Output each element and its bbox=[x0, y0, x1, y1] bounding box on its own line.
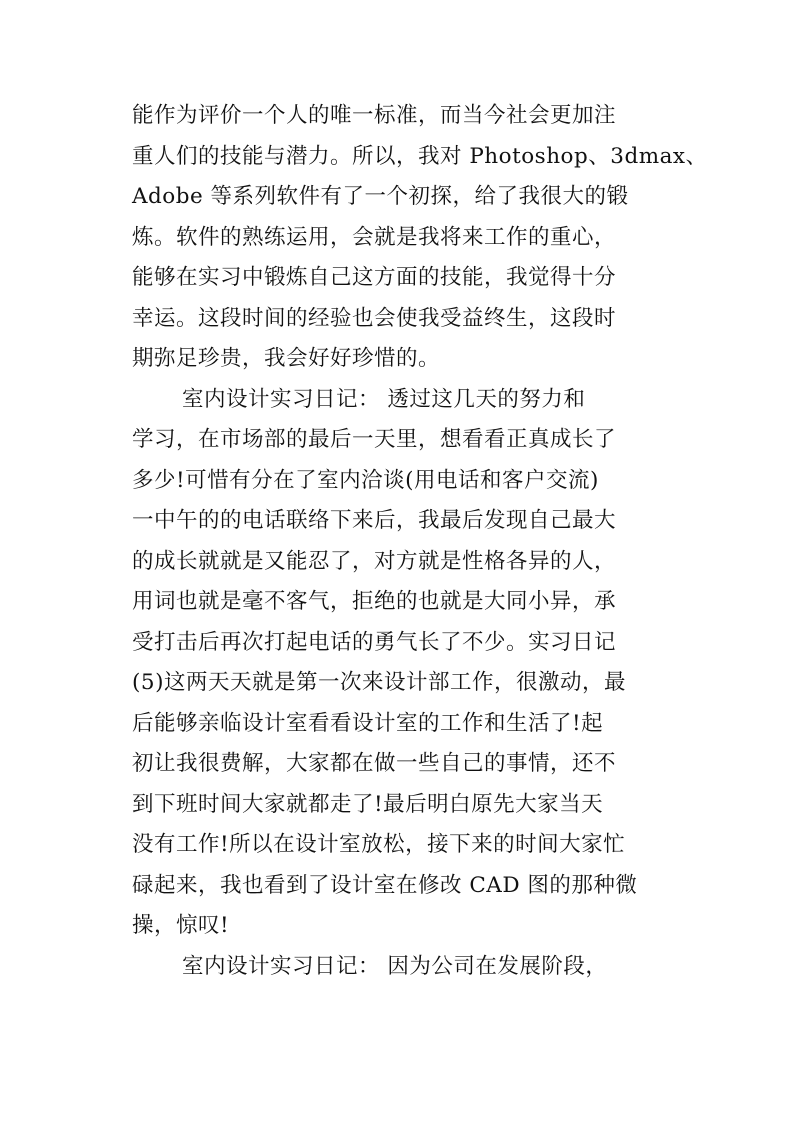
section-heading-line: 室内设计实习日记： 透过这几天的努力和 bbox=[182, 386, 586, 412]
text-line: (5)这两天天就是第一次来设计部工作，很激动，最 bbox=[132, 670, 626, 695]
text-line: 碌起来，我也看到了设计室在修改 CAD 图的那种微 bbox=[132, 872, 638, 898]
text-line: 一中午的的电话联络下来后，我最后发现自己最大 bbox=[132, 508, 617, 533]
text-line: 用词也就是毫不客气，拒绝的也就是大同小异，承 bbox=[132, 589, 617, 614]
text-line: 后能够亲临设计室看看设计室的工作和生活了!起 bbox=[132, 710, 604, 736]
text-line: 能作为评价一个人的唯一标准，而当今社会更加注 bbox=[132, 103, 617, 128]
text-line: 学习，在市场部的最后一天里，想看看正真成长了 bbox=[132, 427, 617, 452]
document-body bbox=[132, 96, 708, 987]
text-line: 初让我很费解，大家都在做一些自己的事情，还不 bbox=[132, 751, 617, 776]
section-heading-line: 室内设计实习日记： 因为公司在发展阶段， bbox=[182, 953, 608, 979]
text-line: 没有工作!所以在设计室放松，接下来的时间大家忙 bbox=[132, 832, 626, 857]
text-line: 幸运。这段时间的经验也会使我受益终生，这段时 bbox=[132, 305, 617, 331]
text-line: 受打击后再次打起电话的勇气长了不少。实习日记 bbox=[132, 629, 617, 655]
text-line: 炼。软件的熟练运用，会就是我将来工作的重心， bbox=[132, 224, 617, 250]
text-line: 到下班时间大家就都走了!最后明白原先大家当天 bbox=[132, 791, 604, 817]
text-line: 能够在实习中锻炼自己这方面的技能，我觉得十分 bbox=[132, 265, 617, 290]
text-line: 期弥足珍贵，我会好好珍惜的。 bbox=[132, 346, 441, 371]
text-line: 重人们的技能与潜力。所以，我对 Photoshop、3dmax、 bbox=[132, 143, 708, 169]
text-line: Adobe 等系列软件有了一个初探，给了我很大的锻 bbox=[132, 184, 629, 209]
text-line: 操，惊叹! bbox=[132, 913, 230, 938]
text-line: 的成长就就是又能忍了，对方就是性格各异的人， bbox=[132, 548, 617, 574]
text-line: 多少!可惜有分在了室内洽谈(用电话和客户交流) bbox=[132, 467, 599, 493]
